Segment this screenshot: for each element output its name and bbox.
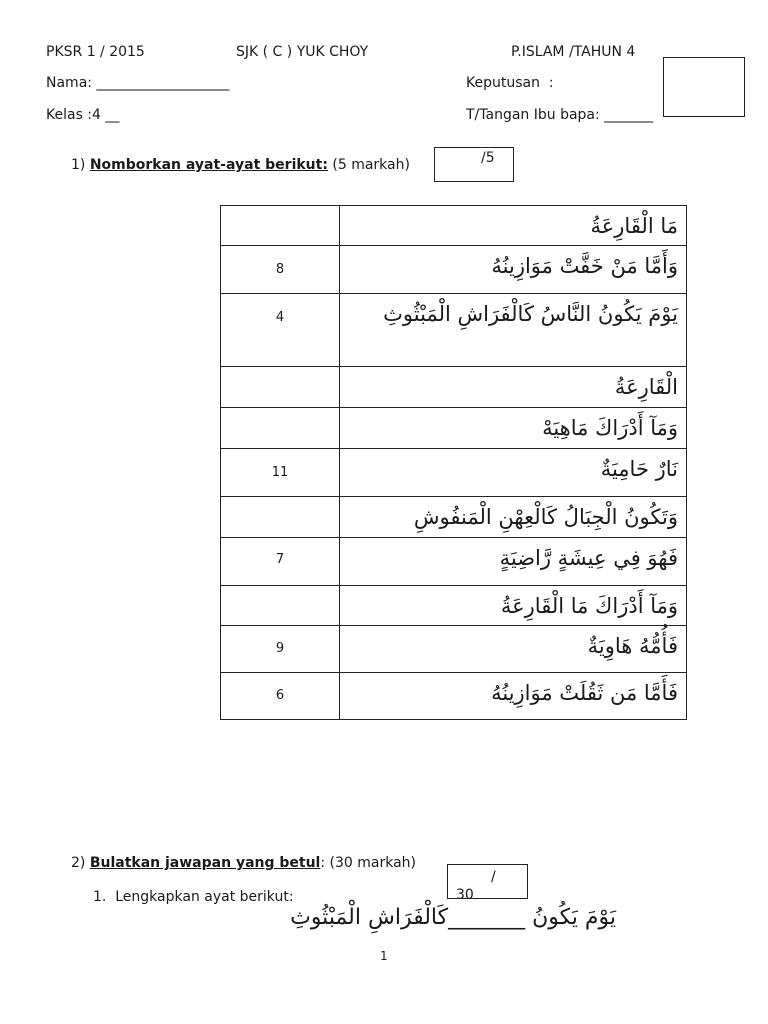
section1-number: 1) <box>71 157 86 173</box>
question1-label: 1. Lengkapkan ayat berikut: <box>93 889 294 905</box>
table-row <box>221 538 687 586</box>
table-row <box>221 497 687 538</box>
section2-score-box <box>447 864 528 899</box>
section2-number: 2) <box>71 855 86 871</box>
section2-score-slash: / <box>491 869 496 885</box>
number-cell[interactable]: 7 <box>221 538 340 586</box>
section1-score: /5 <box>481 150 495 166</box>
section1-score-box <box>434 147 514 182</box>
name-field: Nama: ___________________ <box>46 75 230 91</box>
section1-title: Nomborkan ayat-ayat berikut: <box>89 157 328 173</box>
school-name: SJK ( C ) YUK CHOY <box>236 44 369 60</box>
verse-cell: وَتَكُونُ الْجِبَالُ كَالْعِهْنِ الْمَنفُوشِ <box>340 497 687 538</box>
section2-heading <box>71 855 416 871</box>
question1-verse: يَوْمَ يَكُونُ _______كَالْفَرَاشِ الْمَبْثُوثِ <box>290 905 616 930</box>
number-cell[interactable] <box>221 497 340 538</box>
verse-cell: يَوْمَ يَكُونُ النَّاسُ كَالْفَرَاشِ الْمَبْثُوثِ <box>340 294 687 367</box>
verse-cell: مَا الْقَارِعَةُ <box>340 206 687 246</box>
verse-cell: فَأَمَّا مَن ثَقُلَتْ مَوَازِينُهُ <box>340 673 687 720</box>
result-box <box>663 57 745 117</box>
subject-label: P.ISLAM /TAHUN 4 <box>511 44 636 60</box>
verse-cell: نَارٌ حَامِيَةٌ <box>340 449 687 497</box>
table-row <box>221 626 687 673</box>
table-row <box>221 586 687 626</box>
section2-score-total: 30 <box>456 887 474 899</box>
number-cell[interactable] <box>221 367 340 408</box>
ordering-table <box>220 205 687 720</box>
number-cell[interactable]: 4 <box>221 294 340 367</box>
verse-cell: فَأُمُّهُ هَاوِيَةٌ <box>340 626 687 673</box>
number-cell[interactable]: 6 <box>221 673 340 720</box>
table-row <box>221 367 687 408</box>
table-row <box>221 294 687 367</box>
class-field: Kelas :4 __ <box>46 107 120 123</box>
result-label: Keputusan : <box>466 75 554 91</box>
section1-heading <box>71 157 410 173</box>
number-cell[interactable] <box>221 586 340 626</box>
section2-marks: : (30 markah) <box>320 855 417 871</box>
verse-cell: وَمَآ أَدْرَاكَ مَا الْقَارِعَةُ <box>340 586 687 626</box>
table-row <box>221 246 687 294</box>
parent-signature-field: T/Tangan Ibu bapa: _______ <box>466 107 654 123</box>
verse-cell: الْقَارِعَةُ <box>340 367 687 408</box>
number-cell[interactable] <box>221 408 340 449</box>
number-cell[interactable]: 8 <box>221 246 340 294</box>
exam-code: PKSR 1 / 2015 <box>46 44 145 60</box>
number-cell[interactable]: 11 <box>221 449 340 497</box>
page-number: 1 <box>380 949 388 963</box>
table-row <box>221 449 687 497</box>
verse-cell: فَهُوَ فِي عِيشَةٍ رَّاضِيَةٍ <box>340 538 687 586</box>
number-cell[interactable] <box>221 206 340 246</box>
verse-cell: وَمَآ أَدْرَاكَ مَاهِيَهْ <box>340 408 687 449</box>
section1-marks: (5 markah) <box>332 157 410 173</box>
table-row <box>221 408 687 449</box>
section2-title: Bulatkan jawapan yang betul <box>89 855 321 871</box>
table-row <box>221 673 687 720</box>
number-cell[interactable]: 9 <box>221 626 340 673</box>
table-row <box>221 206 687 246</box>
verse-cell: وَأَمَّا مَنْ خَفَّتْ مَوَازِينُهُ <box>340 246 687 294</box>
